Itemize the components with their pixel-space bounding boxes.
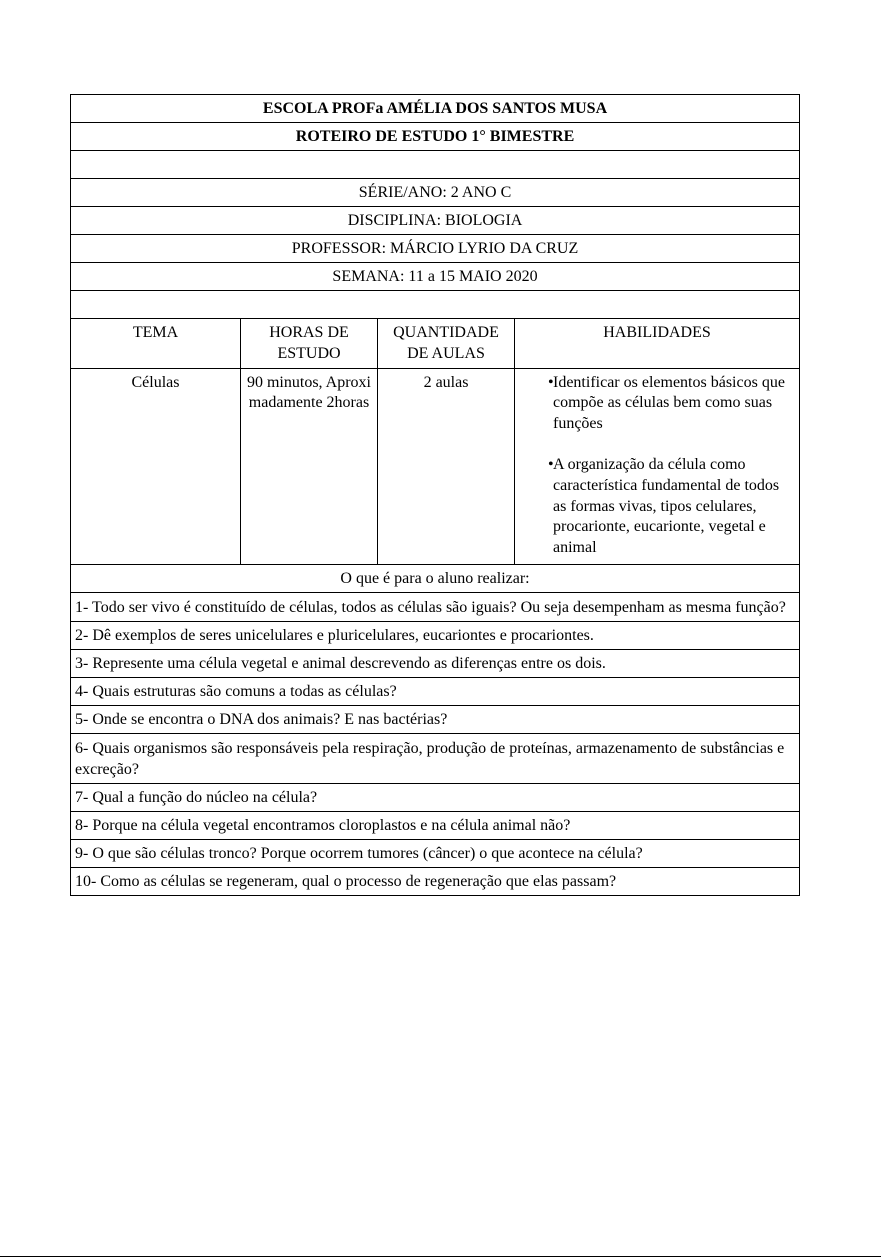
question-2: 2- Dê exemplos de seres unicelulares e pluricelulares, eucariontes e procariontes. [71, 621, 800, 649]
week-label: SEMANA: 11 a 15 MAIO 2020 [71, 263, 800, 291]
column-header-hours: HORAS DE ESTUDO [241, 319, 378, 369]
blank-row [71, 291, 800, 319]
column-header-theme: TEMA [71, 319, 241, 369]
study-guide-table [70, 94, 800, 896]
column-header-skills: HABILIDADES [515, 319, 800, 369]
column-header-lessons: QUANTIDADE DE AULAS [378, 319, 515, 369]
question-7: 7- Qual a função do núcleo na célula? [71, 783, 800, 811]
subject-label: DISCIPLINA: BIOLOGIA [71, 207, 800, 235]
grade-label: SÉRIE/ANO: 2 ANO C [71, 179, 800, 207]
teacher-label: PROFESSOR: MÁRCIO LYRIO DA CRUZ [71, 235, 800, 263]
guide-title: ROTEIRO DE ESTUDO 1° BIMESTRE [71, 123, 800, 151]
bullet-icon: • [548, 455, 554, 473]
tasks-title: O que é para o aluno realizar: [71, 564, 800, 592]
blank-row [71, 151, 800, 179]
hours-cell: 90 minutos, Aproximadamente 2horas [241, 368, 378, 564]
skill-item [519, 455, 795, 559]
lessons-cell: 2 aulas [378, 368, 515, 564]
skill-item [519, 373, 795, 435]
content-row [71, 368, 800, 564]
question-5: 5- Onde se encontra o DNA dos animais? E nas bactérias? [71, 705, 800, 733]
bullet-icon: • [548, 373, 554, 391]
page-bottom-rule [0, 1256, 881, 1257]
question-9: 9- O que são células tronco? Porque ocorrem tumores (câncer) o que acontece na célula? [71, 839, 800, 867]
question-6: 6- Quais organismos são responsáveis pela respiração, produção de proteínas, armazenamento de substâncias e excreção? [71, 733, 800, 783]
question-4: 4- Quais estruturas são comuns a todas as células? [71, 677, 800, 705]
theme-cell: Células [71, 368, 241, 564]
column-header-row [71, 319, 800, 369]
skill-text: A organização da célula como característica fundamental de todos as formas vivas, tipos celulares, procarionte, eucarionte, vegetal e animal [553, 455, 780, 557]
question-3: 3- Represente uma célula vegetal e animal descrevendo as diferenças entre os dois. [71, 649, 800, 677]
school-name: ESCOLA PROFa AMÉLIA DOS SANTOS MUSA [71, 95, 800, 123]
question-8: 8- Porque na célula vegetal encontramos cloroplastos e na célula animal não? [71, 811, 800, 839]
skills-list [519, 373, 795, 559]
question-1: 1- Todo ser vivo é constituído de células, todos as células são iguais? Ou seja desempenham as mesma função? [71, 592, 800, 621]
skill-text: Identificar os elementos básicos que compõe as células bem como suas funções [553, 373, 785, 433]
question-10: 10- Como as células se regeneram, qual o processo de regeneração que elas passam? [71, 867, 800, 895]
skills-cell [515, 368, 800, 564]
